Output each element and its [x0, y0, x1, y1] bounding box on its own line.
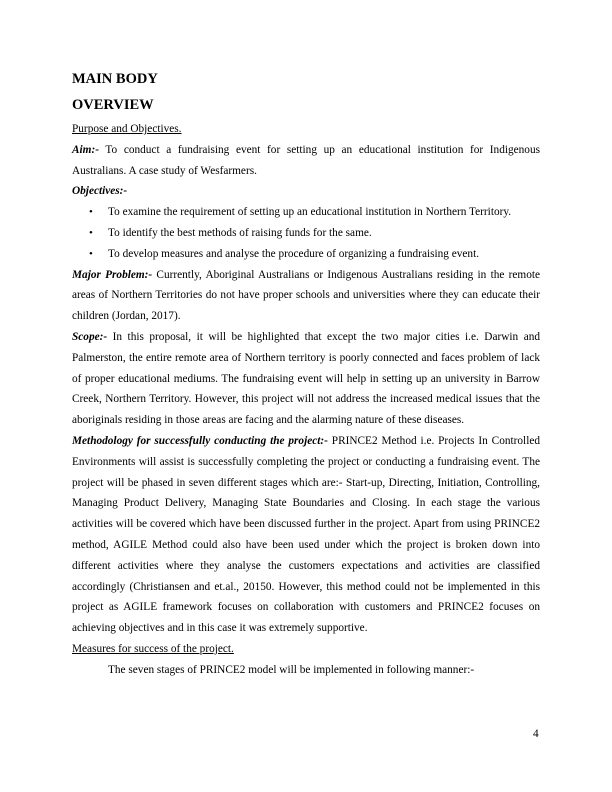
methodology-paragraph	[72, 431, 540, 639]
objective-text: To develop measures and analyse the procedure of organizing a fundraising event.	[108, 247, 480, 260]
list-item	[72, 223, 540, 244]
objective-text: To examine the requirement of setting up an educational institution in Northern Territory.	[108, 206, 512, 219]
list-item	[72, 202, 540, 223]
measures-paragraph: The seven stages of PRINCE2 model will be implemented in following manner:-	[108, 663, 475, 676]
bullet-icon: •	[89, 206, 93, 219]
list-item	[72, 244, 540, 265]
objectives-label: Objectives:-	[72, 185, 128, 198]
objectives-list	[72, 202, 540, 264]
methodology-text: PRINCE2 Method i.e. Projects In Controlled Environments will assist is successfully completing the project or conducting a fundraising event. The project will be phased in seven different stages which are:- Start-up, Directing, Initiation, Controlling, Managing Product Delivery, Managing State Boundaries and Closing. In each stage the various activities will be covered which have been discussed further in the project. Apart from using PRINCE2 method, AGILE Method could also have been used under which the project is broken down into different activities where they analyse the customers expectations and activities are classified accordingly (Christiansen and et.al., 20150. However, this method could not be implemented in this project as AGILE framework focuses on collaboration with customers and PRINCE2 focuses on achieving objectives and in this case it was extremely supportive.	[72, 434, 540, 635]
major-problem-paragraph	[72, 265, 540, 327]
overview-heading: OVERVIEW	[72, 97, 154, 113]
aim-text: To conduct a fundraising event for setting up an educational institution for Indigenous Australians. A case study of Wesfarmers.	[72, 143, 540, 177]
bullet-icon: •	[89, 247, 93, 260]
objectives-label-paragraph	[72, 181, 540, 202]
major-problem-text: Currently, Aboriginal Australians or Indigenous Australians residing in the remote areas of Northern Territories do not have proper schools and universities where they can educate their children (Jordan, 2017).	[72, 268, 540, 323]
purpose-heading-text: Purpose and Objectives.	[72, 123, 182, 135]
aim-label: Aim:-	[72, 143, 99, 156]
measures-heading-text: Measures for success of the project.	[72, 642, 234, 655]
measures-heading	[72, 639, 540, 660]
scope-label: Scope:-	[72, 330, 108, 343]
scope-paragraph	[72, 327, 540, 431]
document-page	[72, 70, 540, 681]
main-body-heading: MAIN BODY	[72, 71, 158, 87]
methodology-label: Methodology for successfully conducting the project:-	[72, 434, 328, 447]
objective-text: To identify the best methods of raising funds for the same.	[108, 226, 372, 239]
purpose-heading	[72, 119, 540, 140]
aim-paragraph	[72, 140, 540, 182]
scope-text: In this proposal, it will be highlighted that except the two major cities i.e. Darwin and Palmerston, the entire remote area of Northern territory is poorly connected and faces problem of lack of proper educational mediums. The fundraising event will help in setting up an university in Barrow Creek, Northern Territory. However, this project will not address the increased medical issues that the aboriginals residing in those areas are facing and the alarming nature of these diseases.	[72, 330, 540, 427]
page-number: 4	[533, 728, 539, 740]
major-problem-label: Major Problem:-	[72, 268, 153, 281]
bullet-icon: •	[89, 226, 93, 239]
